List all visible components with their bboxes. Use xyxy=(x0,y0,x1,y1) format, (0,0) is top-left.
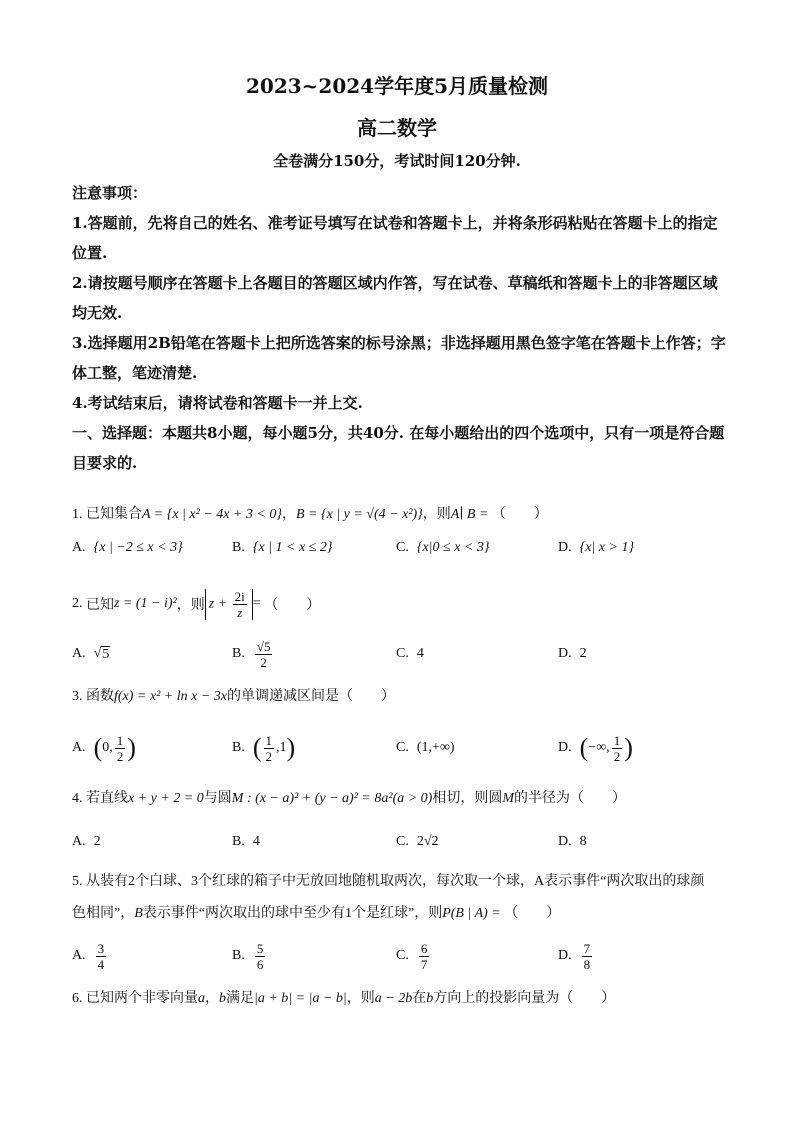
question-3: 3. 函数f(x) = x² + ln x − 3x的单调递减区间是（ ） xyxy=(72,689,395,704)
option-c: C. {x|0 ≤ x < 3} xyxy=(396,540,490,555)
exam-info: 全卷满分150分，考试时间120分钟. xyxy=(273,152,521,170)
question-2: 2. 已知 z = (1 − i)² ，则 z + $\frac{2i}{z}$ = （ ） xyxy=(72,588,321,620)
option-a: A. $\frac{3}{4}$ xyxy=(72,940,105,972)
notice-item-4: 4.考试结束后，请将试卷和答题卡一并上交. xyxy=(72,394,363,412)
option-c: C. (1,+∞) xyxy=(396,740,455,755)
question-1-options xyxy=(72,528,732,568)
option-a: A. 2 xyxy=(72,834,101,849)
notice-item-1: 1.答题前，先将自己的姓名、准考证号填写在试卷和答题卡上，并将条形码粘贴在答题卡上的指定位置. xyxy=(72,214,718,262)
option-a: A. {x | −2 ≤ x < 3} xyxy=(72,540,183,555)
section-title: 一、选择题：本题共8小题，每小题5分，共40分. 在每小题给出的四个选项中，只有一项是符合题目要求的. xyxy=(72,424,725,472)
question-1: 1. 已知集合A = {x | x² − 4x + 3 < 0}，B = {x | y = √(4 − x²)}，则A∣ B = （ ） xyxy=(72,507,548,522)
option-c: C. $\frac{6}{7}$ xyxy=(396,940,428,972)
option-d: D. {x| x > 1} xyxy=(558,540,635,555)
question-5-options xyxy=(72,936,732,976)
abs-expression: z + $\frac{2i}{z}$ xyxy=(205,589,253,620)
option-d: D. 8 xyxy=(558,834,587,849)
option-b: B. 4 xyxy=(232,834,260,849)
question-4: 4. 若直线x + y + 2 = 0与圆M : (x − a)² + (y − a)² = 8a²(a > 0)相切，则圆M的半径为（ ） xyxy=(72,791,627,806)
option-a: A. √ 5 xyxy=(72,646,110,662)
option-b: B. {x | 1 < x ≤ 2} xyxy=(232,540,333,555)
question-5: 5. 从装有2个白球、3个红球的箱子中无放回地随机取两次，每次取一个球，A表示事件“两次取出的球颜 色相同”，B表示事件“两次取出的球中至少有1个是红球”，则P(B | A) = （ ） xyxy=(72,874,705,921)
option-b: B. $\frac{5}{6}$ xyxy=(232,940,264,972)
option-b: B. ( $\frac{1}{2}$ ,1 ) xyxy=(232,732,296,764)
option-d: D. 2 xyxy=(558,646,587,661)
exam-subject: 高二数学 xyxy=(357,116,437,140)
notice-item-3: 3.选择题用2B铅笔在答题卡上把所选答案的标号涂黑；非选择题用黑色签字笔在答题卡上作答；字体工整，笔迹清楚. xyxy=(72,334,726,382)
option-c: C. 4 xyxy=(396,646,424,661)
question-6: 6. 已知两个非零向量a，b满足|a + b| = |a − b|，则a − 2b在b方向上的投影向量为（ ） xyxy=(72,991,616,1006)
option-a: A. ( 0, $\frac{1}{2}$ ) xyxy=(72,732,136,764)
notice-heading: 注意事项： xyxy=(72,184,148,202)
notice-item-2: 2.请按题号顺序在答题卡上各题目的答题区域内作答，写在试卷、草稿纸和答题卡上的非答题区域均无效. xyxy=(72,274,718,322)
question-4-options xyxy=(72,822,732,862)
option-d: D. ( −∞, $\frac{1}{2}$ ) xyxy=(558,732,633,764)
option-b: B. $\frac{√5}{2}$ xyxy=(232,638,271,670)
option-c: C. 2√2 xyxy=(396,834,439,849)
exam-title: 2023~2024学年度5月质量检测 xyxy=(245,74,548,98)
question-3-options xyxy=(72,728,732,768)
option-d: D. $\frac{7}{8}$ xyxy=(558,940,591,972)
question-2-options xyxy=(72,634,732,674)
